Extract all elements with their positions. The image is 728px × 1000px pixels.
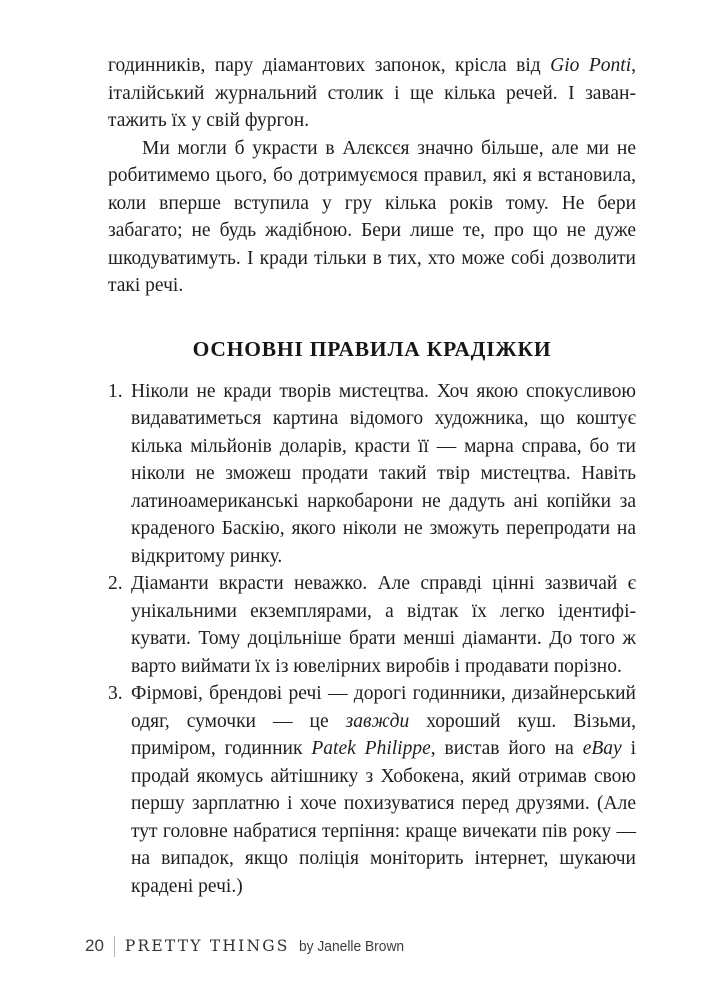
rule-item bbox=[108, 570, 636, 680]
page-text bbox=[108, 52, 636, 900]
page-footer bbox=[85, 934, 413, 958]
rule-item bbox=[108, 680, 636, 900]
rule-number: 3. bbox=[108, 683, 123, 704]
footer-divider bbox=[114, 936, 115, 957]
book-byline: by Janelle Brown bbox=[298, 937, 404, 955]
rule-number: 1. bbox=[108, 380, 123, 402]
rule-text: Діаманти вкрасти неважко. Але справді цінні зазвичай є унікальними екземплярами, а відтак їх легко ідентифікувати. Тому доцільніше брати менші діаманти. До того ж варто виймати їх із ювелірних виробів і продавати порізно. bbox=[131, 573, 636, 677]
rule-text: Фірмові, брендові речі — дорогі годинники, дизайнерський одяг, сумочки — це завжди хороший куш. Візьми, приміром, годинник Patek Philippe, вистав його на eBay і продай якомусь айтішнику з Хобокена, який отримав свою першу зарплатню і хоче похизуватися перед друзями. (Але тут головне набратися терпіння: краще вичекати пів року — на випадок, якщо поліція моніторить інтернет, шукаючи крадені речі.) bbox=[131, 683, 637, 897]
paragraph-continuation: годинників, пару діамантових запонок, крісла від Gio Ponti, італійський журнальний столик і ще кілька речей. І завантажить їх у свій фургон. bbox=[108, 55, 637, 131]
rule-number: 2. bbox=[108, 573, 123, 594]
section-heading: ОСНОВНІ ПРАВИЛА КРАДІЖКИ bbox=[192, 336, 552, 361]
paragraph: Ми могли б украсти в Алєксєя значно більше, але ми не робитимемо цього, бо дотримуємося правил, які я встановила, коли вперше вступила у гру кілька років тому. Не бери забагато; не будь жадібною. Бери лише те, про що не дуже шкодуватимуть. І кради тільки в тих, хто може собі дозволити такі речі. bbox=[108, 137, 636, 296]
book-title: PRETTY THINGS bbox=[124, 937, 290, 955]
rule-text: Ніколи не кради творів мистецтва. Хоч якою спокусливою видаватиметься картина відомого художника, що коштує кілька мільйонів доларів, красти її — марна справа, бо ти ніколи не зможеш продати такий твір мистецтва. Навіть латиноамериканські наркобарони не дадуть ані копійки за краденого Баскію, якого ніколи не зможуть перепродати на відкритому ринку. bbox=[131, 380, 636, 567]
page-number: 20 bbox=[85, 936, 104, 955]
rules-list bbox=[108, 378, 636, 901]
rule-item bbox=[108, 378, 636, 571]
